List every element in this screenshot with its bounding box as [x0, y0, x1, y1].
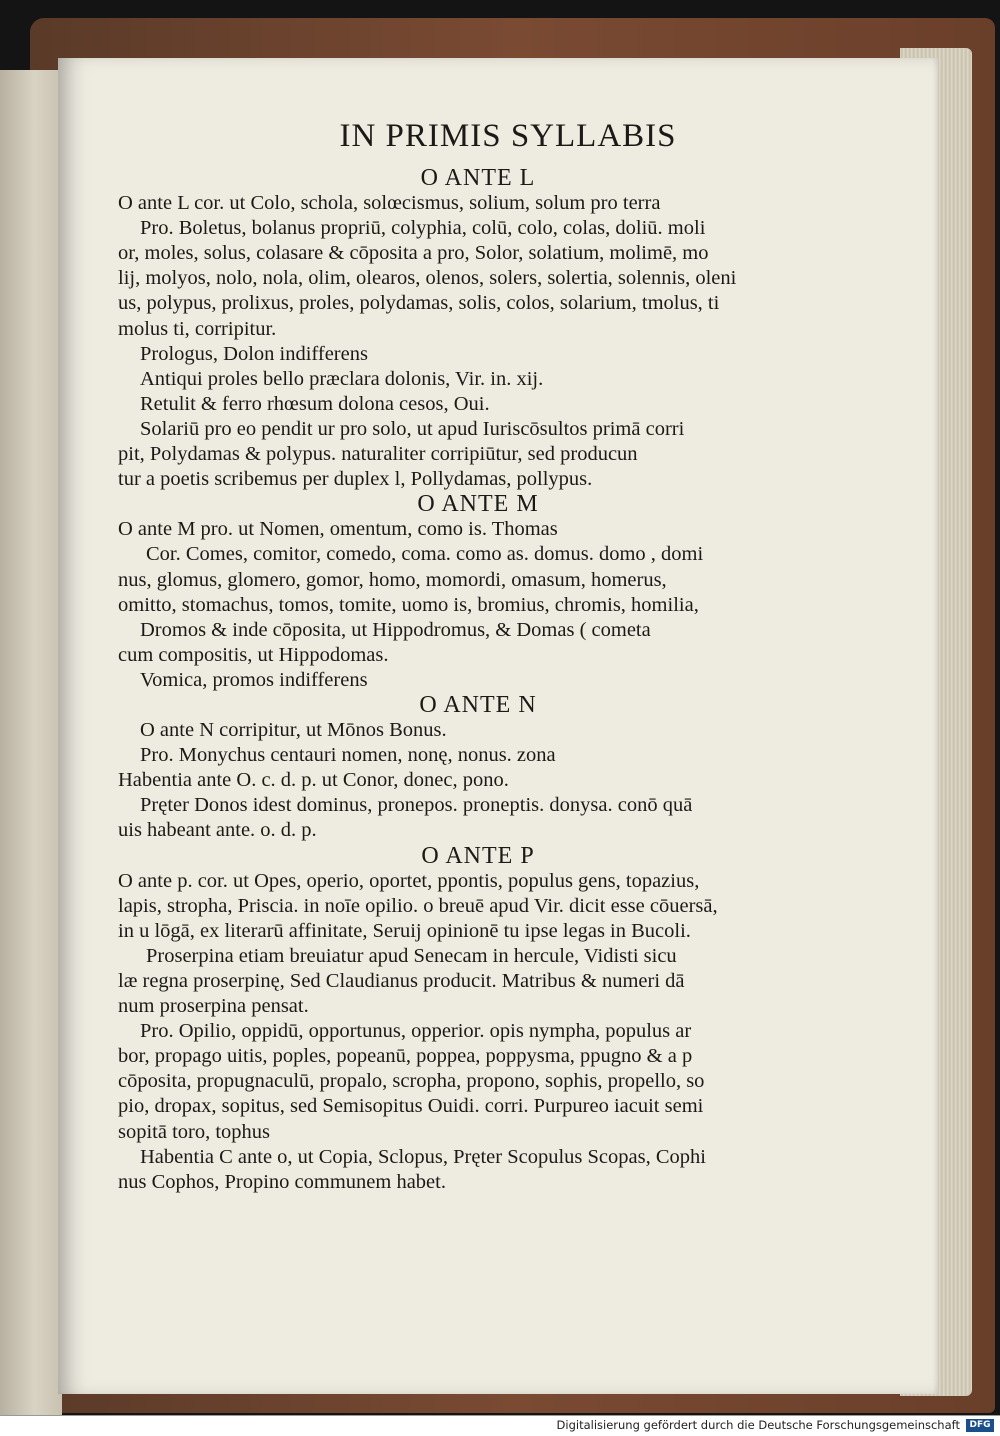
text-line: us, polypus, prolixus, proles, polydamas, solis, colos, solarium, tmolus, ti	[118, 292, 720, 315]
text-line: Pro. Opilio, oppidū, opportunus, opperior. opis nympha, populus ar	[140, 1020, 692, 1043]
text-line: Pręter Donos idest dominus, pronepos. proneptis. donysa. conō quā	[140, 794, 693, 817]
text-line: Vomica, promos indifferens	[140, 668, 368, 691]
text-line: Habentia C ante o, ut Copia, Sclopus, Pręter Scopulus Scopas, Cophi	[140, 1145, 706, 1168]
text-line: Habentia ante O. c. d. p. ut Conor, donec, pono.	[118, 769, 509, 792]
text-line: læ regna proserpinę, Sed Claudianus producit. Matribus & numeri dā	[118, 970, 685, 992]
previous-page-edge	[0, 70, 62, 1415]
book-page	[58, 58, 938, 1394]
text-line: O ante L cor. ut Colo, schola, solœcismus, solium, solum pro terra	[118, 192, 661, 215]
section-heading: O ANTE N	[419, 691, 537, 718]
text-line: pit, Polydamas & polypus. naturaliter corripiūtur, sed producun	[118, 443, 638, 466]
text-line: sopitā toro, tophus	[118, 1120, 271, 1143]
text-line: Pro. Monychus centauri nomen, nonę, nonus. zona	[140, 744, 556, 767]
page-heading: IN PRIMIS SYLLABIS	[339, 118, 677, 154]
text-line: O ante p. cor. ut Opes, operio, oportet, ppontis, populus gens, topazius,	[118, 869, 700, 892]
text-line: nus Cophos, Propino communem habet.	[118, 1170, 446, 1193]
text-line: Dromos & inde cōposita, ut Hippodromus, & Domas ( cometa	[140, 618, 651, 641]
text-line: O ante M pro. ut Nomen, omentum, como is. Thomas	[118, 518, 558, 541]
text-line: in u lōgā, ex literarū affinitate, Seruij opinionē tu ipse legas in Bucoli.	[118, 919, 691, 942]
text-line: molus ti, corripitur.	[118, 317, 277, 340]
text-line: cum compositis, ut Hippodomas.	[118, 643, 389, 666]
text-line: Prologus, Dolon indifferens	[140, 342, 368, 365]
footer-bar	[0, 1415, 1000, 1436]
section-heading: O ANTE L	[420, 165, 536, 191]
text-line: cōposita, propugnaculū, propalo, scropha, propono, sophis, propello, so	[118, 1070, 705, 1093]
text-line: lapis, stropha, Priscia. in noīe opilio. o breuē apud Vir. dicit esse cōuersā,	[118, 894, 718, 917]
text-line: tur a poetis scribemus per duplex l, Pollydamas, pollypus.	[118, 468, 593, 491]
text-line: pio, dropax, sopitus, sed Semisopitus Ouidi. corri. Purpureo iacuit semi	[118, 1095, 704, 1118]
text-line: Proserpina etiam breuiatur apud Senecam in hercule, Vidisti sicu	[146, 944, 677, 967]
text-line: Pro. Boletus, bolanus propriū, colyphia, colū, colo, colas, doliū. moli	[140, 217, 706, 240]
text-line: uis habeant ante. o. d. p.	[118, 819, 317, 842]
text-line: O ante N corripitur, ut Mōnos Bonus.	[140, 719, 447, 742]
page-text	[118, 166, 838, 1195]
section-heading: O ANTE M	[417, 491, 539, 518]
text-line: num proserpina pensat.	[118, 995, 309, 1018]
text-line: Solariū pro eo pendit ur pro solo, ut apud Iuriscōsultos primā corri	[140, 417, 685, 440]
dfg-logo: DFG	[966, 1419, 994, 1432]
text-line: nus, glomus, glomero, gomor, homo, momordi, omasum, homerus,	[118, 568, 667, 591]
funding-credit: Digitalisierung gefördert durch die Deutsche Forschungsgemeinschaft	[556, 1418, 960, 1432]
text-line: Antiqui proles bello præclara dolonis, Vir. in. xij.	[140, 367, 544, 390]
text-line: Cor. Comes, comitor, comedo, coma. como as. domus. domo , domi	[146, 543, 704, 566]
text-line: bor, propago uitis, poples, popeanū, poppea, poppysma, ppugno & a p	[118, 1045, 693, 1068]
text-line: or, moles, solus, colasare & cōposita a pro, Solor, solatium, molimē, mo	[118, 242, 709, 265]
section-heading: O ANTE P	[421, 842, 535, 869]
text-line: omitto, stomachus, tomos, tomite, uomo is, bromius, chromis, homilia,	[118, 593, 699, 616]
text-line: Retulit & ferro rhœsum dolona cesos, Oui.	[140, 392, 490, 415]
text-line: lij, molyos, nolo, nola, olim, olearos, olenos, solers, solertia, solennis, oleni	[118, 267, 737, 290]
